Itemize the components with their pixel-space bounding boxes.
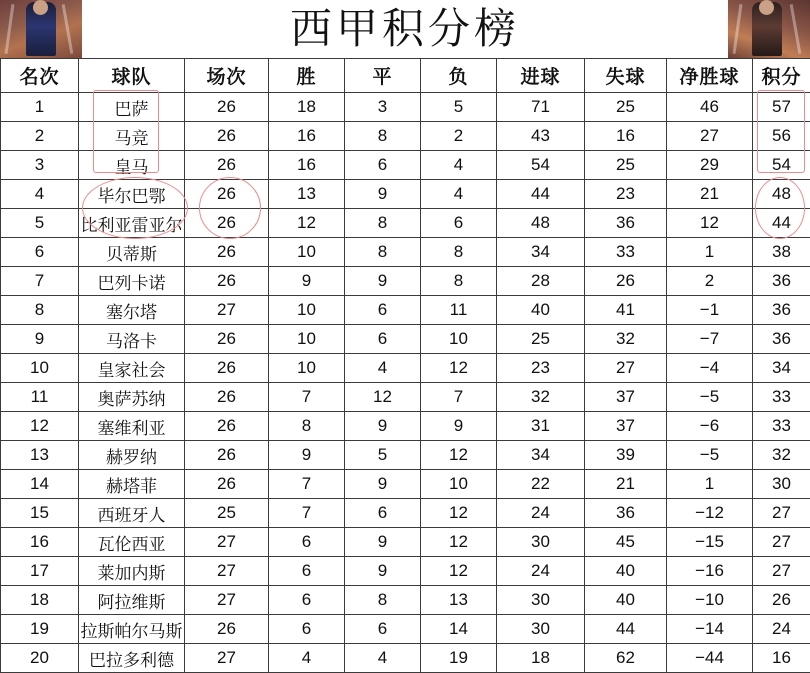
cell-team: 奥萨苏纳 bbox=[79, 383, 185, 412]
table-row bbox=[1, 122, 810, 151]
cell-gf: 30 bbox=[497, 615, 585, 644]
table-row bbox=[1, 296, 810, 325]
cell-gf: 44 bbox=[497, 180, 585, 209]
cell-pts: 33 bbox=[753, 383, 810, 412]
cell-gd: −15 bbox=[667, 528, 753, 557]
cell-gd: 1 bbox=[667, 238, 753, 267]
cell-draw: 3 bbox=[345, 93, 421, 122]
cell-team: 巴列卡诺 bbox=[79, 267, 185, 296]
cell-pts: 24 bbox=[753, 615, 810, 644]
cell-draw: 8 bbox=[345, 238, 421, 267]
column-header-draw: 平 bbox=[345, 59, 421, 93]
cell-gd: 27 bbox=[667, 122, 753, 151]
cell-rank: 20 bbox=[1, 644, 79, 673]
table-row bbox=[1, 383, 810, 412]
cell-pts: 26 bbox=[753, 586, 810, 615]
cell-pts: 44 bbox=[753, 209, 810, 238]
cell-loss: 6 bbox=[421, 209, 497, 238]
cell-played: 26 bbox=[185, 151, 269, 180]
cell-played: 26 bbox=[185, 383, 269, 412]
player-figure bbox=[752, 2, 782, 56]
cell-gf: 40 bbox=[497, 296, 585, 325]
cell-loss: 10 bbox=[421, 325, 497, 354]
cell-ga: 37 bbox=[585, 412, 667, 441]
cell-gd: −1 bbox=[667, 296, 753, 325]
cell-pts: 27 bbox=[753, 499, 810, 528]
cell-rank: 17 bbox=[1, 557, 79, 586]
column-header-gd: 净胜球 bbox=[667, 59, 753, 93]
cell-loss: 9 bbox=[421, 412, 497, 441]
cell-rank: 13 bbox=[1, 441, 79, 470]
cell-win: 10 bbox=[269, 354, 345, 383]
cell-played: 26 bbox=[185, 93, 269, 122]
cell-rank: 3 bbox=[1, 151, 79, 180]
cell-gf: 18 bbox=[497, 644, 585, 673]
cell-team: 比利亚雷亚尔 bbox=[79, 209, 185, 238]
cell-ga: 40 bbox=[585, 586, 667, 615]
cell-team: 塞尔塔 bbox=[79, 296, 185, 325]
table-row bbox=[1, 151, 810, 180]
cell-loss: 10 bbox=[421, 470, 497, 499]
table-body bbox=[1, 93, 810, 673]
cell-gd: −4 bbox=[667, 354, 753, 383]
cell-loss: 7 bbox=[421, 383, 497, 412]
cell-rank: 10 bbox=[1, 354, 79, 383]
cell-pts: 27 bbox=[753, 528, 810, 557]
cell-played: 27 bbox=[185, 296, 269, 325]
column-header-loss: 负 bbox=[421, 59, 497, 93]
cell-team: 拉斯帕尔马斯 bbox=[79, 615, 185, 644]
cell-rank: 18 bbox=[1, 586, 79, 615]
cell-draw: 6 bbox=[345, 296, 421, 325]
cell-pts: 16 bbox=[753, 644, 810, 673]
cell-pts: 36 bbox=[753, 296, 810, 325]
cell-gd: −10 bbox=[667, 586, 753, 615]
cell-win: 16 bbox=[269, 122, 345, 151]
cell-loss: 5 bbox=[421, 93, 497, 122]
cell-loss: 11 bbox=[421, 296, 497, 325]
cell-ga: 32 bbox=[585, 325, 667, 354]
table-row bbox=[1, 528, 810, 557]
cell-loss: 12 bbox=[421, 441, 497, 470]
cell-played: 26 bbox=[185, 267, 269, 296]
cell-ga: 16 bbox=[585, 122, 667, 151]
cell-played: 26 bbox=[185, 412, 269, 441]
cell-win: 12 bbox=[269, 209, 345, 238]
cell-draw: 6 bbox=[345, 151, 421, 180]
cell-pts: 30 bbox=[753, 470, 810, 499]
cell-pts: 34 bbox=[753, 354, 810, 383]
cell-draw: 9 bbox=[345, 557, 421, 586]
cell-ga: 41 bbox=[585, 296, 667, 325]
cell-gf: 34 bbox=[497, 441, 585, 470]
cell-gf: 25 bbox=[497, 325, 585, 354]
cell-rank: 1 bbox=[1, 93, 79, 122]
cell-gf: 34 bbox=[497, 238, 585, 267]
cell-gf: 28 bbox=[497, 267, 585, 296]
cell-ga: 21 bbox=[585, 470, 667, 499]
cell-ga: 40 bbox=[585, 557, 667, 586]
cell-played: 27 bbox=[185, 557, 269, 586]
cell-gd: −44 bbox=[667, 644, 753, 673]
player-photo-right bbox=[728, 0, 810, 58]
cell-win: 4 bbox=[269, 644, 345, 673]
cell-played: 26 bbox=[185, 325, 269, 354]
cell-played: 26 bbox=[185, 238, 269, 267]
cell-loss: 13 bbox=[421, 586, 497, 615]
cell-draw: 4 bbox=[345, 354, 421, 383]
cell-pts: 36 bbox=[753, 267, 810, 296]
header-row bbox=[1, 59, 810, 93]
cell-gf: 32 bbox=[497, 383, 585, 412]
page-title: 西甲积分榜 bbox=[290, 8, 520, 50]
column-header-pts: 积分 bbox=[753, 59, 810, 93]
cell-ga: 26 bbox=[585, 267, 667, 296]
cell-draw: 9 bbox=[345, 412, 421, 441]
column-header-team: 球队 bbox=[79, 59, 185, 93]
player-figure bbox=[26, 2, 56, 56]
cell-rank: 12 bbox=[1, 412, 79, 441]
cell-team: 莱加内斯 bbox=[79, 557, 185, 586]
cell-win: 10 bbox=[269, 296, 345, 325]
table-row bbox=[1, 93, 810, 122]
column-header-rank: 名次 bbox=[1, 59, 79, 93]
cell-team: 赫罗纳 bbox=[79, 441, 185, 470]
player-photo-left bbox=[0, 0, 82, 58]
cell-gd: −7 bbox=[667, 325, 753, 354]
cell-team: 皇马 bbox=[79, 151, 185, 180]
cell-gf: 24 bbox=[497, 557, 585, 586]
cell-pts: 27 bbox=[753, 557, 810, 586]
cell-draw: 6 bbox=[345, 499, 421, 528]
cell-win: 13 bbox=[269, 180, 345, 209]
cell-draw: 5 bbox=[345, 441, 421, 470]
cell-gd: 29 bbox=[667, 151, 753, 180]
cell-rank: 16 bbox=[1, 528, 79, 557]
cell-ga: 44 bbox=[585, 615, 667, 644]
cell-rank: 7 bbox=[1, 267, 79, 296]
cell-team: 巴拉多利德 bbox=[79, 644, 185, 673]
cell-played: 27 bbox=[185, 528, 269, 557]
cell-win: 6 bbox=[269, 528, 345, 557]
cell-win: 9 bbox=[269, 441, 345, 470]
cell-win: 6 bbox=[269, 615, 345, 644]
cell-rank: 19 bbox=[1, 615, 79, 644]
cell-win: 10 bbox=[269, 325, 345, 354]
cell-team: 西班牙人 bbox=[79, 499, 185, 528]
cell-ga: 36 bbox=[585, 499, 667, 528]
cell-gd: −16 bbox=[667, 557, 753, 586]
cell-rank: 2 bbox=[1, 122, 79, 151]
cell-draw: 6 bbox=[345, 615, 421, 644]
cell-rank: 15 bbox=[1, 499, 79, 528]
cell-gf: 48 bbox=[497, 209, 585, 238]
cell-draw: 9 bbox=[345, 267, 421, 296]
cell-draw: 8 bbox=[345, 586, 421, 615]
cell-draw: 8 bbox=[345, 122, 421, 151]
cell-played: 26 bbox=[185, 615, 269, 644]
cell-win: 16 bbox=[269, 151, 345, 180]
cell-pts: 38 bbox=[753, 238, 810, 267]
cell-played: 26 bbox=[185, 354, 269, 383]
cell-ga: 27 bbox=[585, 354, 667, 383]
cell-rank: 14 bbox=[1, 470, 79, 499]
cell-rank: 6 bbox=[1, 238, 79, 267]
cell-gd: −12 bbox=[667, 499, 753, 528]
cell-gd: 12 bbox=[667, 209, 753, 238]
cell-pts: 57 bbox=[753, 93, 810, 122]
cell-win: 6 bbox=[269, 586, 345, 615]
cell-gd: 21 bbox=[667, 180, 753, 209]
cell-ga: 45 bbox=[585, 528, 667, 557]
cell-rank: 8 bbox=[1, 296, 79, 325]
cell-draw: 4 bbox=[345, 644, 421, 673]
cell-played: 26 bbox=[185, 122, 269, 151]
cell-win: 6 bbox=[269, 557, 345, 586]
column-header-played: 场次 bbox=[185, 59, 269, 93]
table-row bbox=[1, 209, 810, 238]
cell-gf: 31 bbox=[497, 412, 585, 441]
cell-win: 7 bbox=[269, 383, 345, 412]
cell-gf: 71 bbox=[497, 93, 585, 122]
cell-draw: 12 bbox=[345, 383, 421, 412]
cell-draw: 9 bbox=[345, 180, 421, 209]
cell-gd: −5 bbox=[667, 441, 753, 470]
cell-win: 18 bbox=[269, 93, 345, 122]
cell-gd: 2 bbox=[667, 267, 753, 296]
cell-gf: 30 bbox=[497, 528, 585, 557]
cell-win: 9 bbox=[269, 267, 345, 296]
cell-rank: 11 bbox=[1, 383, 79, 412]
table-row bbox=[1, 557, 810, 586]
standings-table bbox=[0, 58, 810, 673]
cell-loss: 12 bbox=[421, 354, 497, 383]
cell-team: 阿拉维斯 bbox=[79, 586, 185, 615]
cell-ga: 33 bbox=[585, 238, 667, 267]
cell-loss: 4 bbox=[421, 151, 497, 180]
table-header bbox=[1, 59, 810, 93]
cell-loss: 14 bbox=[421, 615, 497, 644]
cell-ga: 23 bbox=[585, 180, 667, 209]
cell-team: 马洛卡 bbox=[79, 325, 185, 354]
cell-team: 毕尔巴鄂 bbox=[79, 180, 185, 209]
page-header bbox=[0, 0, 810, 58]
cell-played: 25 bbox=[185, 499, 269, 528]
cell-loss: 2 bbox=[421, 122, 497, 151]
cell-played: 27 bbox=[185, 586, 269, 615]
table-row bbox=[1, 267, 810, 296]
table-row bbox=[1, 180, 810, 209]
cell-ga: 25 bbox=[585, 93, 667, 122]
table-row bbox=[1, 354, 810, 383]
cell-gd: 46 bbox=[667, 93, 753, 122]
table-row bbox=[1, 441, 810, 470]
cell-loss: 19 bbox=[421, 644, 497, 673]
cell-loss: 4 bbox=[421, 180, 497, 209]
cell-pts: 33 bbox=[753, 412, 810, 441]
cell-team: 贝蒂斯 bbox=[79, 238, 185, 267]
table-row bbox=[1, 644, 810, 673]
cell-gf: 43 bbox=[497, 122, 585, 151]
cell-team: 赫塔菲 bbox=[79, 470, 185, 499]
cell-gf: 24 bbox=[497, 499, 585, 528]
cell-ga: 39 bbox=[585, 441, 667, 470]
cell-pts: 54 bbox=[753, 151, 810, 180]
cell-loss: 12 bbox=[421, 499, 497, 528]
cell-draw: 9 bbox=[345, 528, 421, 557]
table-row bbox=[1, 412, 810, 441]
cell-gf: 22 bbox=[497, 470, 585, 499]
column-header-ga: 失球 bbox=[585, 59, 667, 93]
cell-ga: 36 bbox=[585, 209, 667, 238]
cell-draw: 6 bbox=[345, 325, 421, 354]
cell-played: 26 bbox=[185, 470, 269, 499]
cell-played: 27 bbox=[185, 644, 269, 673]
cell-draw: 9 bbox=[345, 470, 421, 499]
cell-win: 10 bbox=[269, 238, 345, 267]
table-row bbox=[1, 586, 810, 615]
column-header-win: 胜 bbox=[269, 59, 345, 93]
cell-team: 皇家社会 bbox=[79, 354, 185, 383]
table-row bbox=[1, 325, 810, 354]
cell-played: 26 bbox=[185, 180, 269, 209]
cell-pts: 56 bbox=[753, 122, 810, 151]
cell-loss: 8 bbox=[421, 267, 497, 296]
cell-rank: 4 bbox=[1, 180, 79, 209]
table-row bbox=[1, 238, 810, 267]
cell-ga: 37 bbox=[585, 383, 667, 412]
cell-played: 26 bbox=[185, 441, 269, 470]
cell-gf: 23 bbox=[497, 354, 585, 383]
cell-win: 8 bbox=[269, 412, 345, 441]
cell-gf: 30 bbox=[497, 586, 585, 615]
cell-team: 巴萨 bbox=[79, 93, 185, 122]
cell-loss: 8 bbox=[421, 238, 497, 267]
cell-gd: −5 bbox=[667, 383, 753, 412]
cell-pts: 48 bbox=[753, 180, 810, 209]
cell-team: 塞维利亚 bbox=[79, 412, 185, 441]
cell-gd: 1 bbox=[667, 470, 753, 499]
cell-loss: 12 bbox=[421, 528, 497, 557]
cell-loss: 12 bbox=[421, 557, 497, 586]
cell-draw: 8 bbox=[345, 209, 421, 238]
cell-win: 7 bbox=[269, 470, 345, 499]
cell-rank: 5 bbox=[1, 209, 79, 238]
table-row bbox=[1, 615, 810, 644]
cell-win: 7 bbox=[269, 499, 345, 528]
cell-ga: 25 bbox=[585, 151, 667, 180]
cell-gf: 54 bbox=[497, 151, 585, 180]
cell-pts: 36 bbox=[753, 325, 810, 354]
cell-team: 马竞 bbox=[79, 122, 185, 151]
cell-played: 26 bbox=[185, 209, 269, 238]
cell-gd: −14 bbox=[667, 615, 753, 644]
cell-gd: −6 bbox=[667, 412, 753, 441]
cell-ga: 62 bbox=[585, 644, 667, 673]
column-header-gf: 进球 bbox=[497, 59, 585, 93]
cell-rank: 9 bbox=[1, 325, 79, 354]
table-row bbox=[1, 499, 810, 528]
table-row bbox=[1, 470, 810, 499]
cell-pts: 32 bbox=[753, 441, 810, 470]
cell-team: 瓦伦西亚 bbox=[79, 528, 185, 557]
